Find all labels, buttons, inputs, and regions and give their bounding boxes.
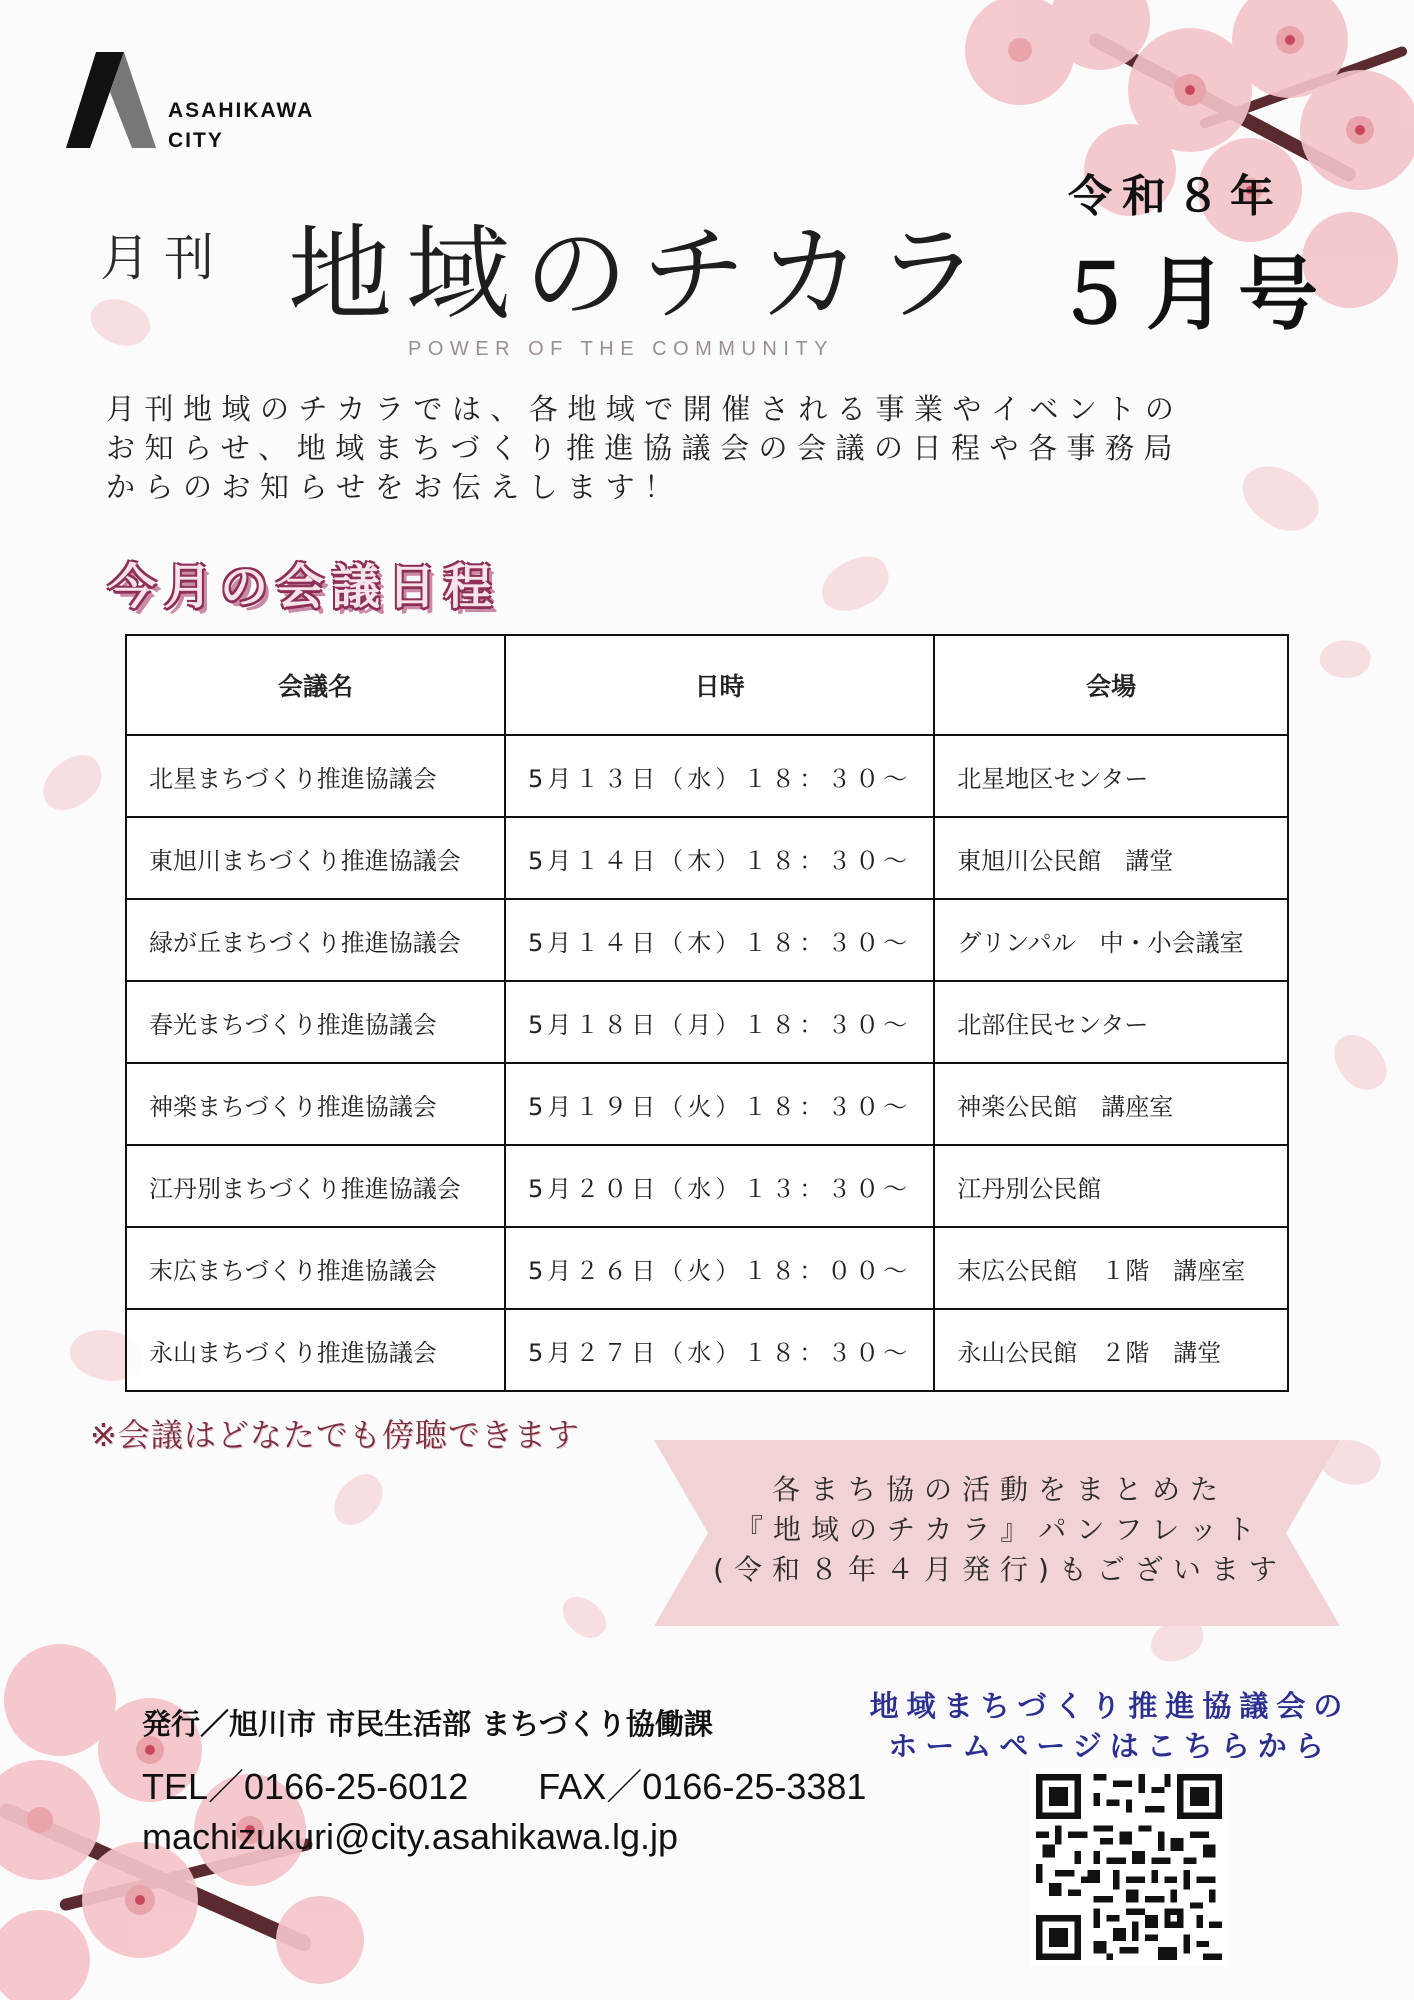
table-row bbox=[126, 981, 1288, 1063]
datetime-cell: 5月２０日（水）１３：３０～ bbox=[505, 1145, 934, 1227]
logo-line-2: CITY bbox=[168, 129, 224, 152]
intro-line: 月刊地域のチカラでは、各地域で開催される事業やイベントの bbox=[106, 392, 1184, 426]
page-subtitle: POWER OF THE COMMUNITY bbox=[408, 338, 834, 360]
header-datetime: 日時 bbox=[505, 635, 934, 735]
meeting-name-cell: 神楽まちづくり推進協議会 bbox=[126, 1063, 505, 1145]
table-row bbox=[126, 735, 1288, 817]
title-prefix: 月刊 bbox=[100, 229, 228, 287]
pamphlet-text bbox=[700, 1470, 1300, 1590]
homepage-line: 地域まちづくり推進協議会の bbox=[869, 1689, 1351, 1723]
datetime-cell: 5月１８日（月）１８：３０～ bbox=[505, 981, 934, 1063]
section-title: 今月の会議日程 bbox=[108, 559, 501, 615]
homepage-line: ホームページはこちらから bbox=[888, 1729, 1332, 1763]
logo-line-1: ASAHIKAWA bbox=[168, 99, 315, 122]
meeting-name-cell: 永山まちづくり推進協議会 bbox=[126, 1309, 505, 1391]
intro-line: からのお知らせをお伝えします！ bbox=[106, 470, 683, 504]
logo-text bbox=[168, 96, 314, 156]
header-venue: 会場 bbox=[934, 635, 1288, 735]
fax-number: FAX／0166-25-3381 bbox=[538, 1766, 867, 1807]
contact-info bbox=[142, 1762, 866, 1862]
table-row bbox=[126, 899, 1288, 981]
venue-cell: グリンパル 中・小会議室 bbox=[934, 899, 1288, 981]
page-title: 地域のチカラ bbox=[288, 213, 994, 335]
venue-cell: 北部住民センター bbox=[934, 981, 1288, 1063]
homepage-text bbox=[862, 1686, 1358, 1766]
datetime-cell: 5月１９日（火）１８：３０～ bbox=[505, 1063, 934, 1145]
email-address[interactable]: machizukuri@city.asahikawa.lg.jp bbox=[142, 1816, 679, 1857]
meeting-name-cell: 東旭川まちづくり推進協議会 bbox=[126, 817, 505, 899]
datetime-cell: 5月２７日（水）１８：３０～ bbox=[505, 1309, 934, 1391]
audit-note: ※会議はどなたでも傍聴できます bbox=[90, 1416, 580, 1454]
asahikawa-logo-icon bbox=[66, 52, 156, 148]
venue-cell: 末広公民館 １階 講座室 bbox=[934, 1227, 1288, 1309]
venue-cell: 永山公民館 ２階 講堂 bbox=[934, 1309, 1288, 1391]
venue-cell: 北星地区センター bbox=[934, 735, 1288, 817]
tel-number: TEL／0166-25-6012 bbox=[142, 1766, 469, 1807]
meeting-name-cell: 緑が丘まちづくり推進協議会 bbox=[126, 899, 505, 981]
meeting-schedule-table bbox=[125, 634, 1289, 1392]
datetime-cell: 5月１４日（木）１８：３０～ bbox=[505, 899, 934, 981]
intro-text bbox=[106, 390, 1184, 507]
pamphlet-line: (令和８年４月発行)もございます bbox=[713, 1553, 1287, 1586]
pamphlet-line: 各まち協の活動をまとめた bbox=[771, 1473, 1228, 1506]
header-meeting-name: 会議名 bbox=[126, 635, 505, 735]
table-header-row bbox=[126, 635, 1288, 735]
intro-line: お知らせ、地域まちづくり推進協議会の会議の日程や各事務局 bbox=[106, 431, 1182, 465]
meeting-name-cell: 北星まちづくり推進協議会 bbox=[126, 735, 505, 817]
table-row bbox=[126, 1309, 1288, 1391]
qr-code-icon[interactable] bbox=[1030, 1768, 1228, 1966]
meeting-name-cell: 末広まちづくり推進協議会 bbox=[126, 1227, 505, 1309]
datetime-cell: 5月１４日（木）１８：３０～ bbox=[505, 817, 934, 899]
table-row bbox=[126, 1227, 1288, 1309]
table-row bbox=[126, 817, 1288, 899]
publisher: 発行／旭川市 市民生活部 まちづくり協働課 bbox=[142, 1707, 713, 1741]
table-row bbox=[126, 1145, 1288, 1227]
datetime-cell: 5月２６日（火）１８：００～ bbox=[505, 1227, 934, 1309]
venue-cell: 神楽公民館 講座室 bbox=[934, 1063, 1288, 1145]
datetime-cell: 5月１３日（水）１８：３０～ bbox=[505, 735, 934, 817]
venue-cell: 東旭川公民館 講堂 bbox=[934, 817, 1288, 899]
issue-label: ５月号 bbox=[1054, 247, 1330, 341]
table-row bbox=[126, 1063, 1288, 1145]
pamphlet-line: 『地域のチカラ』パンフレット bbox=[734, 1513, 1266, 1546]
meeting-name-cell: 春光まちづくり推進協議会 bbox=[126, 981, 505, 1063]
meeting-name-cell: 江丹別まちづくり推進協議会 bbox=[126, 1145, 505, 1227]
venue-cell: 江丹別公民館 bbox=[934, 1145, 1288, 1227]
era-label: 令和８年 bbox=[1068, 171, 1284, 222]
